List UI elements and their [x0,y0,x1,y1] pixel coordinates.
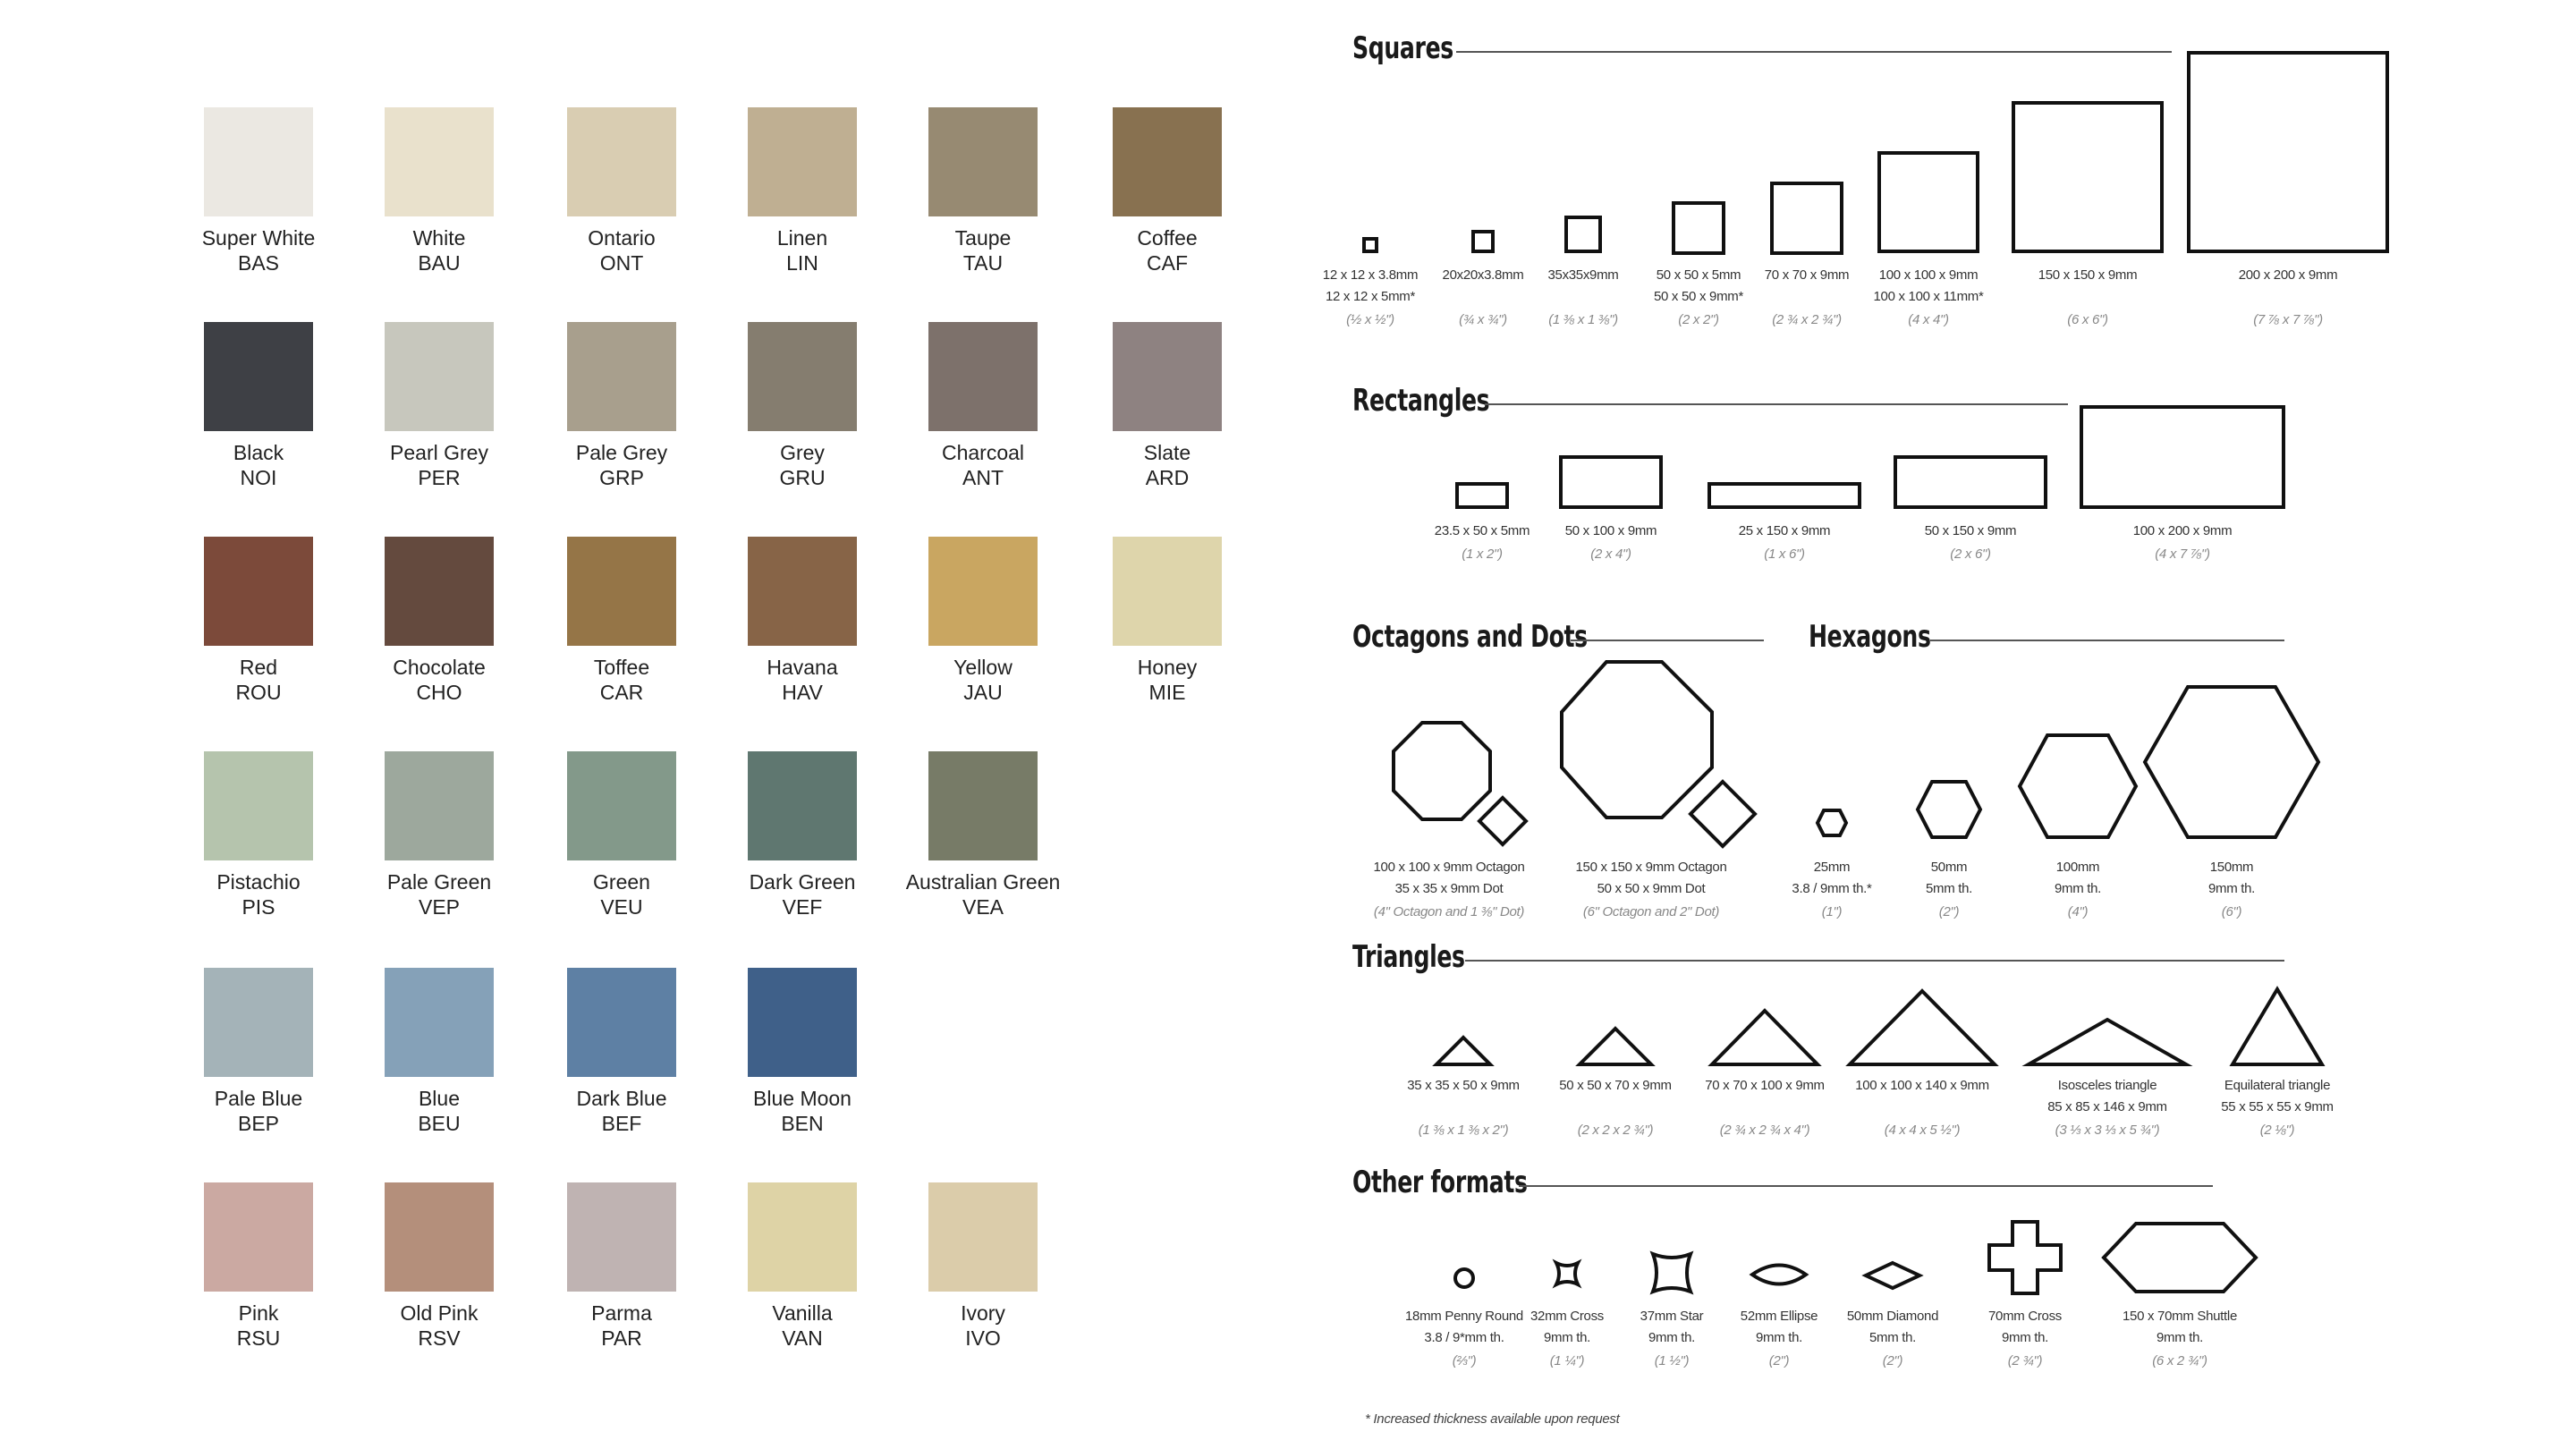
section-divider-other-formats [1519,1185,2213,1187]
hexagon-25 [1816,809,1848,837]
colour-code: MIE [1148,681,1186,704]
metric-size: 100mm [2055,860,2100,875]
imperial-size: (2 x 4") [1590,547,1631,562]
colour-chip [567,968,676,1077]
octagon-100-with-dot [1390,716,1533,852]
metric-size: 70 x 70 x 100 x 9mm [1705,1078,1825,1093]
colour-code: GRU [779,466,826,489]
colour-name: Green [593,870,650,894]
colour-chip [928,537,1038,646]
colour-code: JAU [963,681,1003,704]
colour-swatch [160,537,357,705]
colour-chip [748,537,857,646]
colour-swatch [704,322,901,490]
colour-name: Pale Blue [214,1087,303,1110]
colour-code: CAF [1147,251,1188,275]
metric-size: 70mm Cross [1987,1309,2062,1324]
rectangle-tile-50x100 [1560,456,1662,508]
colour-swatch [523,322,720,490]
triangle-70 [1710,1009,1819,1066]
colour-name: Toffee [593,656,650,679]
imperial-size: (1 ⅜ x 1 ⅜ x 2") [1418,1123,1509,1138]
metric-size: 12 x 12 x 5mm* [1325,289,1415,304]
metric-size: 5mm th. [1925,881,1973,896]
metric-size: 100 x 200 x 9mm [2132,523,2233,538]
other-format-label [2072,1306,2287,1372]
colour-code: ROU [235,681,282,704]
colour-name: Ontario [588,226,656,250]
colour-code: LIN [786,251,818,275]
colour-code: BAS [237,251,280,275]
colour-chip [1113,537,1222,646]
colour-chip [928,751,1038,860]
colour-swatch [160,322,357,490]
rectangles-format-label [1677,521,1892,565]
metric-size: 9mm th. [1543,1330,1591,1345]
triangles-format-label [2170,1075,2385,1141]
colour-code: BEN [781,1112,824,1135]
colour-code: BAU [418,251,461,275]
colour-chip [748,322,857,431]
colour-swatch [341,322,538,490]
colour-chip [928,107,1038,216]
imperial-size: (4 x 4 x 5 ½") [1884,1123,1961,1138]
colour-name: White [412,226,466,250]
colour-swatch [885,107,1081,275]
imperial-size: (6 x 2 ¾") [2152,1353,2207,1368]
colour-name: Honey [1137,656,1198,679]
metric-size: 9mm th. [2156,1330,2204,1345]
colour-swatch [160,107,357,275]
colour-swatch [523,537,720,705]
colour-code: NOI [240,466,277,489]
colour-code: PIS [242,895,275,919]
colour-chip [748,1182,857,1292]
colour-swatch [704,107,901,275]
colour-name: Pale Green [386,870,492,894]
colour-code: ANT [962,466,1004,489]
colour-chip [748,751,857,860]
colour-code: CHO [416,681,462,704]
colour-swatch [341,751,538,919]
colour-code: VEF [782,895,823,919]
ellipse-tile [1750,1261,1809,1288]
square-tile-50 [1673,202,1724,254]
colour-name: Coffee [1137,226,1198,250]
imperial-size: (4 x 7 ⅞") [2155,547,2210,562]
colour-name: Pale Grey [575,441,668,464]
imperial-size: (2 ¾ x 2 ¾") [1772,312,1842,327]
colour-name: Taupe [954,226,1012,250]
colour-chip [1113,322,1222,431]
metric-size: 5mm th. [1868,1330,1917,1345]
square-tile-150 [2012,102,2163,252]
metric-size: 9mm th. [1755,1330,1803,1345]
colour-swatch [341,1182,538,1351]
colour-swatch [885,751,1081,919]
colour-swatch [341,107,538,275]
colour-chip [385,751,494,860]
imperial-size: (1 ⅜ x 1 ⅜") [1548,312,1618,327]
metric-size: 50 x 50 x 9mm* [1653,289,1743,304]
metric-size: 150 x 150 x 9mm Octagon [1575,860,1727,875]
colour-swatch-grid [0,0,1270,1449]
colour-chip [567,751,676,860]
section-divider-squares [1456,51,2172,53]
colour-swatch [160,968,357,1136]
square-tile-200 [2188,52,2388,252]
metric-size: 150 x 150 x 9mm [2038,267,2138,283]
square-tile-12 [1363,238,1377,252]
colour-name: Dark Green [749,870,856,894]
colour-name: Linen [776,226,828,250]
imperial-size: (3 ⅓ x 3 ⅓ x 5 ¾") [2055,1123,2160,1138]
imperial-size: (7 ⅞ x 7 ⅞") [2253,312,2323,327]
footnote: * Increased thickness available upon request [1365,1411,1620,1427]
imperial-size: (4") [2067,904,2089,919]
colour-swatch [885,322,1081,490]
imperial-size: (6" Octagon and 2" Dot) [1582,904,1720,919]
metric-size: 50 x 50 x 5mm [1656,267,1741,283]
rectangles-format-label [2075,521,2290,565]
metric-size: Isosceles triangle [2057,1078,2157,1093]
cross-tile-32 [1549,1256,1585,1292]
colour-chip [204,107,313,216]
metric-size: 9mm th. [2001,1330,2049,1345]
colour-chip [567,107,676,216]
metric-size: Equilateral triangle [2224,1078,2331,1093]
colour-name: Yellow [953,656,1013,679]
metric-size: 85 x 85 x 146 x 9mm [2047,1099,2167,1114]
triangles-format-label [1815,1075,2029,1141]
metric-size: 150 x 70mm Shuttle [2122,1309,2237,1324]
colour-code: VAN [782,1326,823,1350]
colour-code: PAR [601,1326,642,1350]
imperial-size: (1") [1821,904,1843,919]
metric-size: 18mm Penny Round [1405,1309,1523,1324]
triangle-equilateral [2231,987,2324,1066]
imperial-size: (¾ x ¾") [1459,312,1507,327]
colour-code: VEU [600,895,643,919]
colour-chip [1113,107,1222,216]
metric-size: 50 x 100 x 9mm [1564,523,1657,538]
colour-code: CAR [599,681,644,704]
imperial-size: (2") [1768,1353,1790,1368]
colour-chip [385,968,494,1077]
colour-chip [204,322,313,431]
colour-chip [204,1182,313,1292]
rectangle-tile-50x150 [1894,456,2046,508]
section-divider-triangles [1465,960,2284,962]
colour-swatch [341,968,538,1136]
metric-size: 25mm [1813,860,1851,875]
colour-name: Black [233,441,284,464]
colour-code: ONT [599,251,644,275]
metric-size: 9mm th. [1648,1330,1696,1345]
section-title-triangles: Triangles [1352,939,1465,975]
colour-swatch [704,751,901,919]
cross-tile-70 [1987,1220,2063,1295]
colour-chip [385,537,494,646]
colour-name: Red [239,656,278,679]
colour-chip [567,537,676,646]
colour-name: Pistachio [216,870,301,894]
metric-size: 3.8 / 9mm th.* [1792,881,1872,896]
penny-round-tile [1453,1267,1476,1290]
colour-swatch [523,751,720,919]
metric-size: 12 x 12 x 3.8mm [1322,267,1419,283]
imperial-size: (2 x 2") [1678,312,1719,327]
colour-name: Super White [201,226,316,250]
colour-swatch [1069,537,1266,705]
colour-name: Dark Blue [576,1087,667,1110]
diamond-tile [1864,1261,1921,1290]
square-tile-100 [1878,152,1979,252]
colour-swatch [885,537,1081,705]
colour-code: PER [418,466,461,489]
hexagon-150 [2143,685,2320,839]
colour-swatch [160,1182,357,1351]
colour-swatch [341,537,538,705]
colour-chip [385,107,494,216]
section-divider-octagons [1571,640,1764,641]
colour-chip [204,537,313,646]
section-title-rectangles: Rectangles [1352,383,1490,419]
square-tile-35 [1565,216,1601,252]
colour-code: BEF [601,1112,642,1135]
octagons-format-label [1342,857,1556,923]
colour-code: RSV [418,1326,461,1350]
imperial-size: (2 x 6") [1950,547,1991,562]
metric-size: 70 x 70 x 9mm [1764,267,1850,283]
metric-size: 100 x 100 x 9mm Octagon [1373,860,1525,875]
metric-size: 52mm Ellipse [1740,1309,1818,1324]
imperial-size: (4 x 4") [1908,312,1949,327]
metric-size: 35x35x9mm [1547,267,1619,283]
colour-swatch [704,1182,901,1351]
imperial-size: (1 x 6") [1764,547,1805,562]
colour-chip [748,107,857,216]
metric-size [1980,286,2195,308]
section-title-squares: Squares [1352,30,1453,66]
metric-size: 23.5 x 50 x 5mm [1434,523,1530,538]
colour-chip [928,1182,1038,1292]
rectangles-format-label [1863,521,2078,565]
colour-code: HAV [782,681,823,704]
colour-name: Slate [1143,441,1191,464]
metric-size: 55 x 55 x 55 x 9mm [2221,1099,2334,1114]
colour-chip [748,968,857,1077]
shuttle-tile [2102,1222,2258,1293]
colour-swatch [704,537,901,705]
metric-size: 9mm th. [2054,881,2102,896]
triangle-35 [1435,1036,1492,1066]
square-tile-20 [1472,231,1494,252]
colour-name: Blue Moon [753,1087,852,1110]
square-tile-70 [1771,182,1843,254]
squares-format-label [1980,265,2195,331]
colour-name: Pearl Grey [390,441,488,464]
imperial-size: (6") [2221,904,2242,919]
triangle-50 [1578,1027,1653,1066]
colour-name: Old Pink [400,1301,479,1325]
imperial-size: (4" Octagon and 1 ⅜" Dot) [1373,904,1525,919]
metric-size: 100 x 100 x 11mm* [1873,289,1984,304]
rectangle-tile-100x200 [2080,406,2284,508]
star-tile [1649,1250,1694,1295]
imperial-size: (2") [1938,904,1960,919]
colour-swatch [523,968,720,1136]
metric-size: 25 x 150 x 9mm [1738,523,1831,538]
squares-format-label [2181,265,2395,331]
imperial-size: (1 x 2") [1462,547,1503,562]
colour-name: Charcoal [941,441,1025,464]
metric-size: 20x20x3.8mm [1442,267,1524,283]
imperial-size: (2") [1882,1353,1903,1368]
colour-chip [385,1182,494,1292]
colour-code: TAU [962,251,1004,275]
colour-name: Grey [780,441,825,464]
metric-size: 50mm Diamond [1846,1309,1939,1324]
metric-size: 100 x 100 x 9mm [1878,267,1979,283]
colour-swatch [160,751,357,919]
triangle-100 [1848,989,1996,1066]
colour-swatch [885,1182,1081,1351]
colour-swatch [1069,322,1266,490]
section-title-octagons-and-dots: Octagons and Dots [1352,619,1588,655]
imperial-size: (6 x 6") [2067,312,2108,327]
colour-code: VEP [418,895,461,919]
metric-size: 37mm Star [1640,1309,1704,1324]
metric-size: 35 x 35 x 9mm Dot [1394,881,1504,896]
colour-code: RSU [236,1326,281,1350]
colour-code: BEU [418,1112,461,1135]
colour-chip [567,1182,676,1292]
metric-size: 200 x 200 x 9mm [2238,267,2338,283]
colour-swatch [523,107,720,275]
imperial-size: (2 ⅛") [2259,1123,2295,1138]
colour-chip [567,322,676,431]
imperial-size: (2 ¾") [2007,1353,2043,1368]
colour-code: BEP [237,1112,280,1135]
hexagons-format-label [2124,857,2339,923]
colour-swatch [704,968,901,1136]
rectangle-tile-25x150 [1708,483,1860,508]
colour-chip [204,751,313,860]
metric-size: 32mm Cross [1530,1309,1604,1324]
octagon-150-with-dot [1560,658,1767,857]
colour-name: Vanilla [772,1301,833,1325]
colour-swatch [523,1182,720,1351]
metric-size [1815,1097,2029,1118]
section-divider-rectangles [1485,403,2068,405]
colour-name: Pink [238,1301,279,1325]
colour-name: Blue [418,1087,461,1110]
metric-size: 35 x 35 x 50 x 9mm [1407,1078,1520,1093]
colour-chip [928,322,1038,431]
imperial-size: (2 ¾ x 2 ¾ x 4") [1719,1123,1810,1138]
triangle-isosceles [2027,1018,2188,1066]
metric-size [2181,286,2395,308]
colour-name: Parma [591,1301,652,1325]
metric-size: 50 x 50 x 9mm Dot [1597,881,1706,896]
section-divider-hexagons [1930,640,2284,641]
colour-name: Chocolate [393,656,486,679]
metric-size: 50 x 50 x 70 x 9mm [1559,1078,1672,1093]
colour-name: Australian Green [905,870,1061,894]
section-title-hexagons: Hexagons [1809,619,1931,655]
rectangle-tile-23x50 [1456,483,1508,508]
metric-size: 3.8 / 9*mm th. [1424,1330,1504,1345]
colour-code: GRP [599,466,644,489]
metric-size: 100 x 100 x 140 x 9mm [1855,1078,1989,1093]
imperial-size: (⅔") [1452,1353,1477,1368]
colour-name: Ivory [961,1301,1005,1325]
imperial-size: (½ x ½") [1346,312,1394,327]
colour-code: IVO [965,1326,1001,1350]
imperial-size: (1 ¼") [1549,1353,1585,1368]
metric-size: 9mm th. [2207,881,2256,896]
hexagon-100 [2018,733,2138,839]
imperial-size: (1 ½") [1654,1353,1690,1368]
colour-chip [204,968,313,1077]
metric-size: 50mm [1930,860,1968,875]
imperial-size: (2 x 2 x 2 ¾") [1577,1123,1654,1138]
metric-size: 50 x 150 x 9mm [1924,523,2017,538]
hexagon-50 [1916,780,1982,839]
colour-code: ARD [1145,466,1190,489]
colour-name: Havana [767,656,838,679]
colour-code: VEA [962,895,1004,919]
colour-chip [385,322,494,431]
section-title-other-formats: Other formats [1352,1165,1528,1200]
metric-size: 150mm [2209,860,2254,875]
colour-swatch [1069,107,1266,275]
